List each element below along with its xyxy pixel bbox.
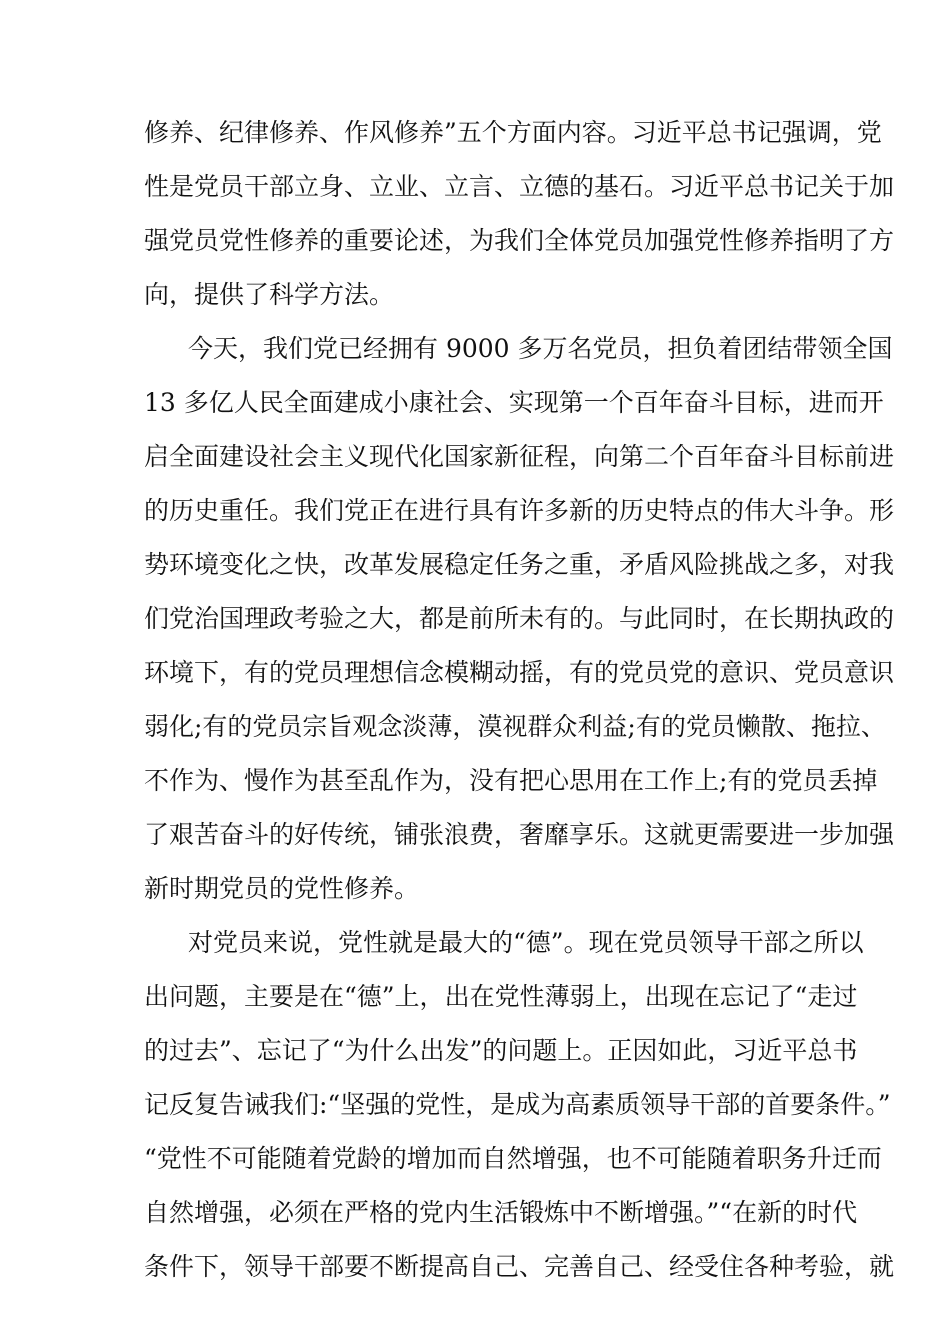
text-line: 条件下，领导干部要不断提高自己、完善自己、经受住各种考验，就 — [144, 1252, 895, 1281]
text-line: 修养、纪律修养、作风修养”五个方面内容。习近平总书记强调，党 — [144, 118, 882, 147]
text-line: 今天，我们党已经拥有 9000 多万名党员，担负着团结带领全国 — [188, 334, 893, 363]
body-text — [144, 106, 895, 1294]
text-line: 新时期党员的党性修养。 — [144, 874, 420, 903]
text-line: 对党员来说，党性就是最大的“德”。现在党员领导干部之所以 — [188, 928, 864, 957]
text-line: 弱化;有的党员宗旨观念淡薄，漠视群众利益;有的党员懒散、拖拉、 — [144, 712, 886, 741]
text-line: 13 多亿人民全面建成小康社会、实现第一个百年奋斗目标，进而开 — [144, 388, 884, 417]
text-line: 记反复告诫我们:“坚强的党性，是成为高素质领导干部的首要条件。” — [144, 1090, 891, 1119]
text-line: 性是党员干部立身、立业、立言、立德的基石。习近平总书记关于加 — [144, 172, 895, 201]
text-line: 的历史重任。我们党正在进行具有许多新的历史特点的伟大斗争。形 — [144, 496, 895, 525]
text-line: 自然增强，必须在严格的党内生活锻炼中不断增强。”“在新的时代 — [144, 1198, 858, 1227]
text-line: 出问题，主要是在“德”上，出在党性薄弱上，出现在忘记了“走过 — [144, 982, 858, 1011]
text-line: 们党治国理政考验之大，都是前所未有的。与此同时，在长期执政的 — [144, 604, 895, 633]
text-line: “党性不可能随着党龄的增加而自然增强，也不可能随着职务升迁而 — [144, 1144, 882, 1173]
text-line: 不作为、慢作为甚至乱作为，没有把心思用在工作上;有的党员丢掉 — [144, 766, 878, 795]
text-line: 环境下，有的党员理想信念模糊动摇，有的党员党的意识、党员意识 — [144, 658, 895, 687]
text-line: 启全面建设社会主义现代化国家新征程，向第二个百年奋斗目标前进 — [144, 442, 895, 471]
text-line: 强党员党性修养的重要论述，为我们全体党员加强党性修养指明了方 — [144, 226, 895, 255]
text-line: 势环境变化之快，改革发展稳定任务之重，矛盾风险挑战之多，对我 — [144, 550, 895, 579]
text-line: 向，提供了科学方法。 — [144, 280, 395, 309]
text-line: 的过去”、忘记了“为什么出发”的问题上。正因如此，习近平总书 — [144, 1036, 858, 1065]
text-line: 了艰苦奋斗的好传统，铺张浪费，奢靡享乐。这就更需要进一步加强 — [144, 820, 895, 849]
